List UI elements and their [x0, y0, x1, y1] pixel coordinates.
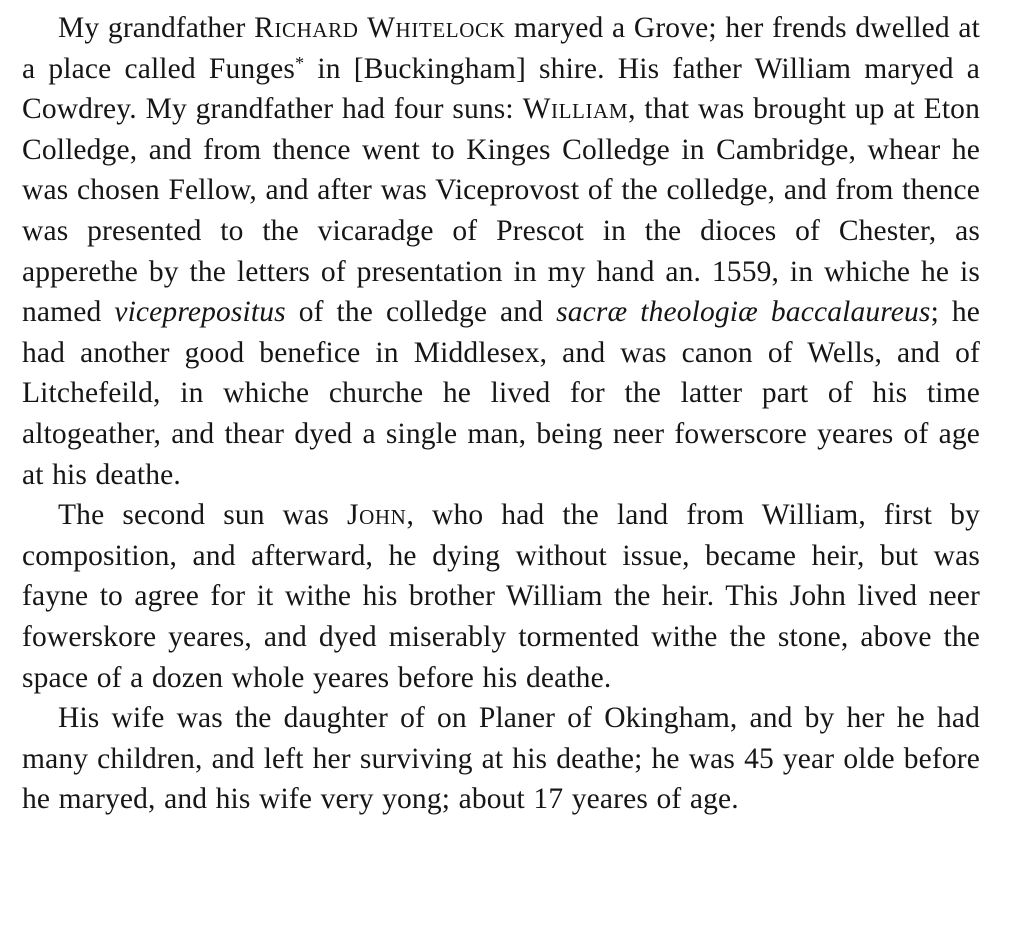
text-run: ; he had another good benefice in Middlesex, and was canon of Wells, and of Litchefeild, in whiche churche he lived for the latter part of his time altogeather, and thear dyed a single man, being neer fowerscore yeares of age at his deathe.	[22, 296, 981, 491]
name-smallcaps: William	[522, 93, 629, 126]
text-run: , that was brought up at Eton Colledge, and from thence went to Kinges Colledge in Cambridge, whear he was chosen Fellow, and after was Viceprovost of the colledge, and from thence was presented to the vicaradge of Prescot in the dioces of Chester, as apperethe by the letters of presentation in my hand an. 1559, in whiche he is named	[22, 93, 980, 329]
paragraph-2	[22, 495, 980, 698]
text-run: in [Buckingham] shire. His father William maryed a Cowdrey. My grandfather had four suns:	[22, 52, 981, 126]
text-run: of the colledge and	[285, 296, 557, 329]
text-run: , who had the land from William, first by composition, and afterward, he dying without issue, became heir, but was fayne to agree for it withe his brother William the heir. This John lived neer fowerskore yeares, and dyed miserably tormented withe the stone, above the space of a dozen whole yeares before his deathe.	[22, 499, 980, 694]
name-smallcaps: John	[347, 499, 407, 532]
text-run: His wife was the daughter of on Planer of Okingham, and by her he had many children, and left her surviving at his deathe; he was 45 year olde before he maryed, and his wife very yong; about 17 yeares of age.	[22, 702, 980, 816]
text-run: My grandfather	[58, 12, 255, 44]
text-run: The second sun was	[58, 499, 348, 532]
text-run: maryed a Grove; her frends dwelled at a place called Funges	[22, 12, 981, 85]
paragraph-3	[22, 698, 980, 820]
latin-italic: viceprepositus	[114, 296, 286, 329]
name-smallcaps: Richard Whitelock	[254, 12, 506, 44]
latin-italic: sacræ theologiæ baccalaureus	[556, 296, 931, 329]
footnote-marker: *	[295, 52, 305, 73]
document-page	[22, 8, 980, 820]
paragraph-1	[22, 8, 980, 495]
